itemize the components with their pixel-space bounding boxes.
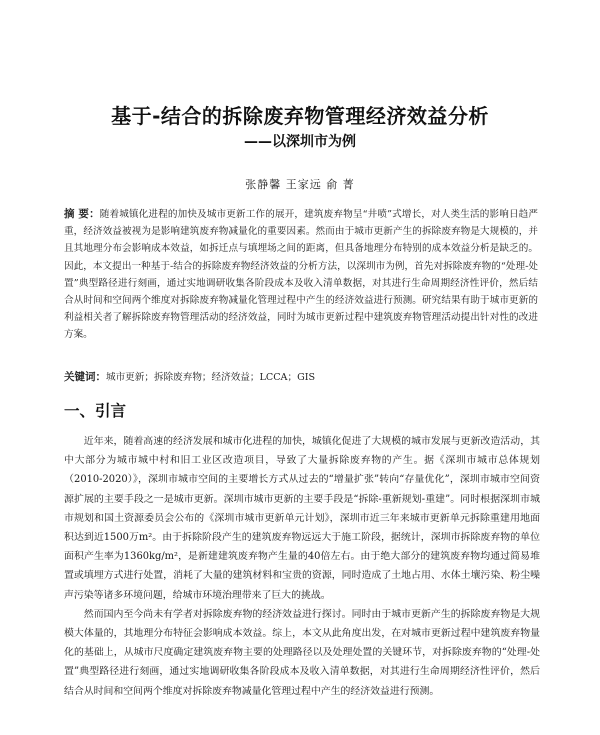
paper-title: 基于-结合的拆除废弃物管理经济效益分析 (111, 104, 489, 128)
section-body (64, 432, 540, 701)
abstract-block (64, 206, 538, 344)
body-paragraph-2: 然而国内至今尚未有学者对拆除废弃物的经济效益进行探讨。同时由于城市更新产生的拆除废弃物是大规模大体量的，其地理分布特征会影响成本效益。综上，本文从此角度出发，在对城市更新过程中建筑废弃物量化的基础上，从城市尺度确定建筑废弃物主要的处理路径以及处理处置的关键环节，对拆除废弃物的“处理-处置”典型路径进行刻画，通过实地调研收集各阶段成本及收入清单数据，对其进行生命周期经济性评价，然后结合从时间和空间两个维度对拆除废弃物减量化管理过程中产生的经济效益进行预测。 (64, 608, 540, 697)
keywords-block (64, 369, 538, 386)
abstract-label: 摘 要： (64, 208, 100, 220)
abstract-text: 随着城镇化进程的加快及城市更新工作的展开，建筑废弃物呈“井喷”式增长，对人类生活的影响日趋严重，经济效益被视为是影响建筑废弃物减量化的重要因素。然而由于城市更新产生的拆除废弃物是大规模的，并且其地理分布会影响成本效益，如拆迁点与填埋场之间的距离，但具备地理分布特别的成本效益分析是缺乏的。因此，本文提出一种基于-结合的拆除废弃物经济效益的分析方法，以深圳市为例，首先对拆除废弃物的“处理-处置”典型路径进行刻画，通过实地调研收集各阶段成本及收入清单数据，对其进行生命周期经济性评价，然后结合从时间和空间两个维度对拆除废弃物减量化管理过程中产生的经济效益进行预测。研究结果有助于城市更新的利益相关者了解拆除废弃物管理活动的经济效益，同时为城市更新过程中建筑废弃物管理活动提出针对性的改进方案。 (64, 209, 539, 341)
keywords-text: 城市更新；拆除废弃物；经济效益；LCCA；GIS (106, 372, 316, 383)
keywords-label: 关键词： (64, 371, 106, 383)
paper-subtitle: ——以深圳市为例 (244, 134, 356, 150)
author-list: 张静馨 王家远 俞 菁 (245, 178, 355, 191)
section-heading-introduction: 一、引言 (64, 402, 127, 420)
body-paragraph-1: 近年来，随着高速的经济发展和城市化进程的加快，城镇化促进了大规模的城市发展与更新改造活动，其中大部分为城市城中村和旧工业区改造项目，导致了大量拆除废弃物的产生。据《深圳市城市总体规划（2010-2020）》，深圳市城市空间的主要增长方式从过去的“增量扩张”转向“存量优化”，深圳市城市空间资源扩展的主要手段之一是城市更新。深圳市城市更新的主要手段是“拆除-重新规划-重建”。同时根据深圳市城市规划和国土资源委员会公布的《深圳市城市更新单元计划》，深圳市近三年来城市更新单元拆除重建用地面积达到近1500万m²。由于拆除阶段产生的建筑废弃物远远大于施工阶段，据统计，深圳市拆除废弃物的单位面积产生率为1360kg/m²，是新建建筑废弃物产生量的40倍左右。由于绝大部分的建筑废弃物均通过简易堆置或填埋方式进行处置，消耗了大量的建筑材料和宝贵的资源，同时造成了土地占用、水体土壤污染、粉尘噪声污染等诸多环境问题，给城市环境治理带来了巨大的挑战。 (64, 436, 540, 601)
